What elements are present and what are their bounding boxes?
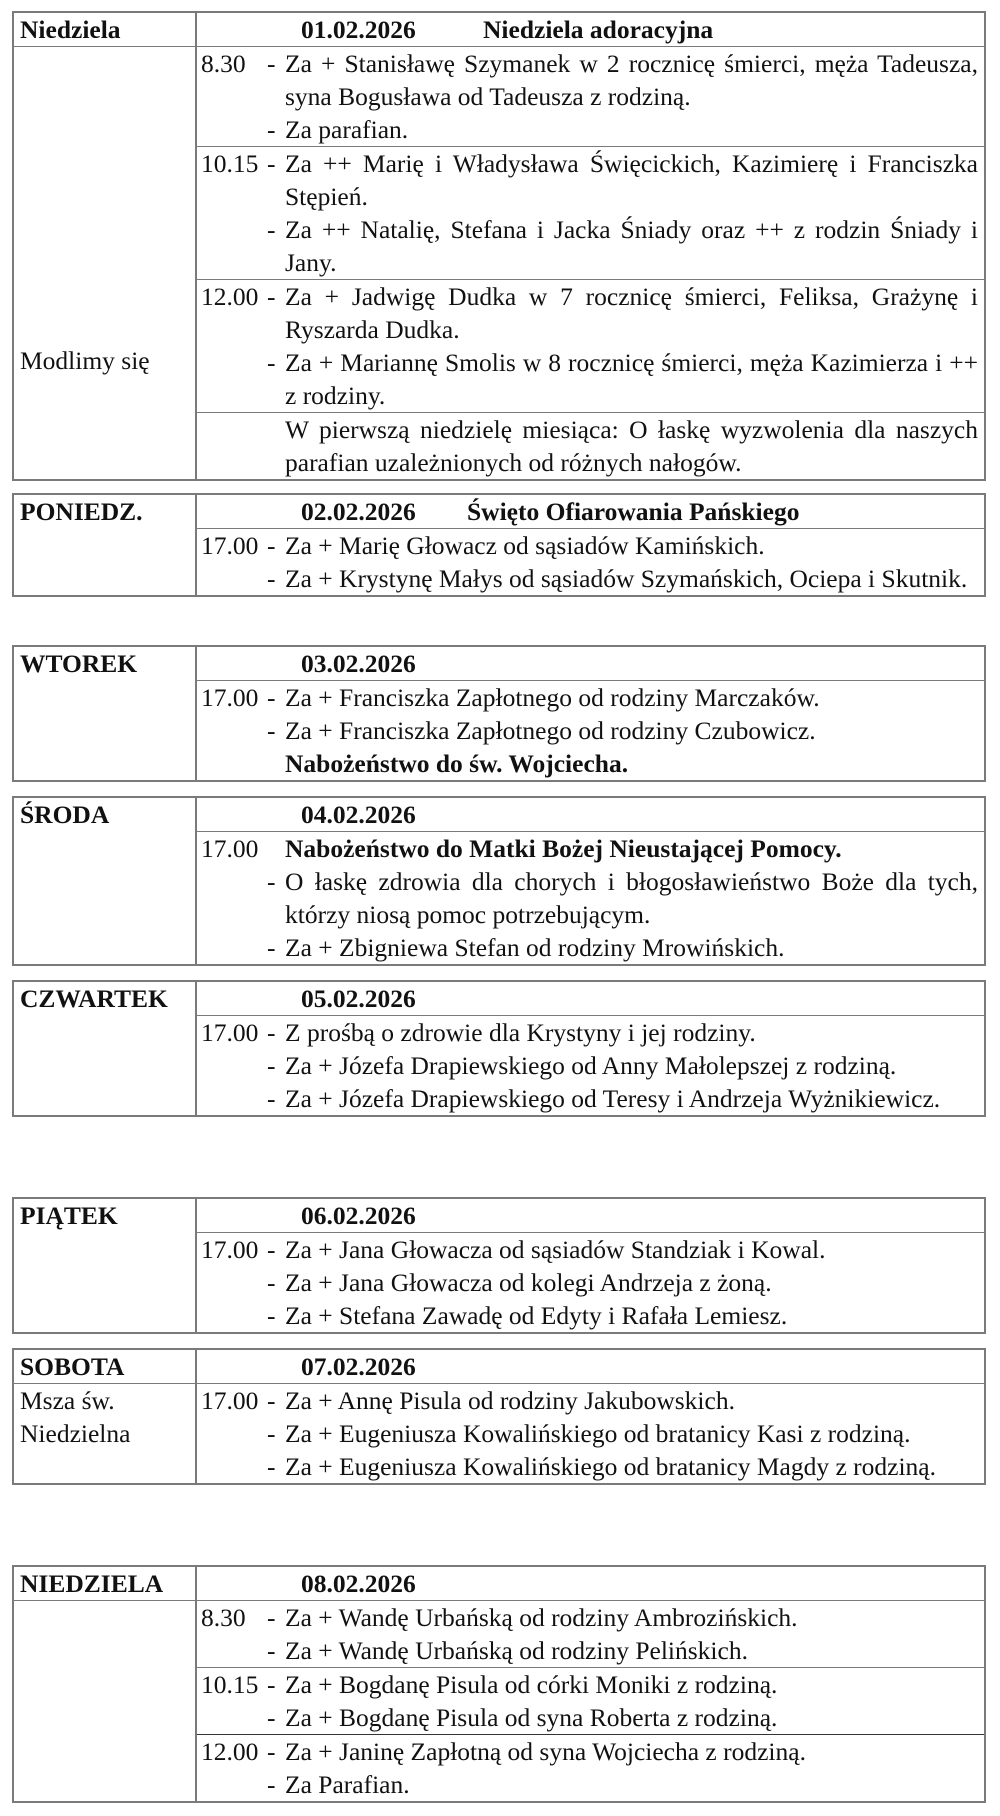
dash: - [267, 1301, 276, 1330]
dash: - [267, 1603, 276, 1632]
day-header [197, 1199, 984, 1233]
intention-text: Z prośbą o zdrowie dla Krystyny i jej rodziny. [285, 1018, 756, 1047]
day-header [197, 1567, 984, 1601]
intention [197, 529, 984, 562]
day-column [14, 495, 197, 595]
mass-slot [197, 1233, 984, 1332]
mass-slot [197, 1384, 984, 1483]
mass-slot [197, 147, 984, 280]
intention [197, 1417, 984, 1450]
mass-time: 10.15 [201, 1670, 259, 1699]
intention-text: Za + Eugeniusza Kowalińskiego od bratanicy Kasi z rodziną. [285, 1419, 911, 1448]
prayer-note-text: W pierwszą niedzielę miesiąca: O łaskę wyzwolenia dla naszych parafian uzależnionych od różnych nałogów. [285, 415, 978, 477]
day-section-thursday [12, 980, 986, 1117]
intention-text: Za + Zbigniewa Stefan od rodziny Mrowińskich. [285, 933, 785, 962]
intention-text: Za + Franciszka Zapłotnego od rodziny Marczaków. [285, 683, 820, 712]
mass-slot [197, 1016, 984, 1115]
dash: - [267, 1051, 276, 1080]
intention-text: Za + Krystynę Małys od sąsiadów Szymańskich, Ociepa i Skutnik. [285, 564, 968, 593]
day-header [197, 13, 984, 47]
intention [197, 1701, 984, 1734]
day-name: NIEDZIELA [14, 1567, 195, 1601]
mass-slot [197, 280, 984, 413]
intention-text: Za + Bogdanę Pisula od córki Moniki z rodziną. [285, 1670, 778, 1699]
dash: - [267, 1737, 276, 1766]
intention-text: Za + Jana Głowacza od sąsiadów Standziak i Kowal. [285, 1235, 826, 1264]
day-header [197, 982, 984, 1016]
content-column [197, 1199, 984, 1332]
day-title: Niedziela adoracyjna [483, 15, 714, 44]
intention-text: Za + Józefa Drapiewskiego od Teresy i Andrzeja Wyżnikiewicz. [285, 1084, 941, 1113]
day-spacer [14, 47, 195, 344]
day-note: Modlimy się [20, 346, 150, 375]
dash: - [267, 1018, 276, 1047]
day-date: 07.02.2026 [301, 1352, 416, 1381]
intention-text: Za + Jadwigę Dudka w 7 rocznicę śmierci, Feliksa, Grażynę i Ryszarda Dudka. [285, 282, 978, 344]
content-column [197, 798, 984, 964]
dash: - [267, 1084, 276, 1113]
intention [197, 346, 984, 412]
day-header [197, 495, 984, 529]
intention-text: Za + Janinę Zapłotną od syna Wojciecha z rodziną. [285, 1737, 806, 1766]
mass-time: 17.00 [201, 683, 259, 712]
intention [197, 1768, 984, 1801]
dash: - [267, 1670, 276, 1699]
intention-text: Za + Annę Pisula od rodziny Jakubowskich. [285, 1386, 735, 1415]
intention [197, 1384, 984, 1417]
content-column [197, 982, 984, 1115]
day-name: CZWARTEK [20, 984, 168, 1013]
mass-slot [197, 529, 984, 595]
mass-time: 17.00 [201, 1386, 259, 1415]
intention-text: Za + Marię Głowacz od sąsiadów Kamińskich. [285, 531, 765, 560]
dash: - [267, 683, 276, 712]
dash: - [267, 215, 276, 244]
intention [197, 213, 984, 279]
intention [197, 1450, 984, 1483]
mass-time: 12.00 [201, 1737, 259, 1766]
intention-text: Za + Mariannę Smolis w 8 rocznicę śmierci, męża Kazimierza i ++ z rodziny. [285, 348, 978, 410]
dash: - [267, 348, 276, 377]
intention-text: Za + Bogdanę Pisula od syna Roberta z rodziną. [285, 1703, 778, 1732]
intention-text: Za + Stefana Zawadę od Edyty i Rafała Lemiesz. [285, 1301, 788, 1330]
intention-text: Za + Wandę Urbańską od rodziny Ambrozińskich. [285, 1603, 798, 1632]
intention-text: O łaskę zdrowia dla chorych i błogosławieństwo Boże dla tych, którzy niosą pomoc potrzebującym. [285, 867, 978, 929]
intention [197, 562, 984, 595]
dash: - [267, 1386, 276, 1415]
day-note-line-2: Niedzielna [20, 1419, 131, 1448]
intention [197, 681, 984, 714]
day-header [197, 1350, 984, 1384]
intention-text: Za + Eugeniusza Kowalińskiego od bratanicy Magdy z rodziną. [285, 1452, 936, 1481]
day-name: ŚRODA [20, 800, 110, 829]
intention-text: Za ++ Natalię, Stefana i Jacka Śniady oraz ++ z rodzin Śniady i Jany. [285, 215, 978, 277]
intention-text: Za + Józefa Drapiewskiego od Anny Małolepszej z rodziną. [285, 1051, 897, 1080]
service-note [197, 832, 984, 865]
service-note-text: Nabożeństwo do św. Wojciecha. [285, 749, 629, 778]
mass-time: 8.30 [201, 49, 246, 78]
dash: - [267, 282, 276, 311]
day-date: 04.02.2026 [301, 800, 416, 829]
day-column [14, 1567, 197, 1801]
mass-time: 17.00 [201, 834, 259, 863]
day-date: 02.02.2026 [301, 497, 416, 526]
dash: - [267, 49, 276, 78]
content-column [197, 647, 984, 780]
day-date: 05.02.2026 [301, 984, 416, 1013]
day-column [14, 1199, 197, 1332]
day-name: WTOREK [20, 649, 138, 678]
mass-slot [197, 832, 984, 964]
content-column [197, 13, 984, 479]
prayer-note-row [197, 413, 984, 479]
intention-text: Za + Jana Głowacza od kolegi Andrzeja z żoną. [285, 1268, 772, 1297]
intention [197, 1266, 984, 1299]
intention [197, 1735, 984, 1768]
dash: - [267, 1703, 276, 1732]
content-column [197, 495, 984, 595]
dash: - [267, 1452, 276, 1481]
intention-text: Za + Wandę Urbańską od rodziny Pelińskich. [285, 1636, 748, 1665]
intention [197, 1634, 984, 1667]
mass-slot [197, 1735, 984, 1801]
day-section-wednesday [12, 796, 986, 966]
day-section-tuesday [12, 645, 986, 782]
day-name: SOBOTA [14, 1350, 195, 1384]
intention [197, 865, 984, 931]
mass-slot [197, 47, 984, 147]
day-title: Święto Ofiarowania Pańskiego [467, 497, 800, 526]
dash: - [267, 716, 276, 745]
day-section-sunday-0802 [12, 1565, 986, 1803]
dash: - [267, 1770, 276, 1799]
mass-time: 17.00 [201, 531, 259, 560]
intention [197, 1082, 984, 1115]
day-date: 08.02.2026 [301, 1569, 416, 1598]
intention-text: Za + Stanisławę Szymanek w 2 rocznicę śmierci, męża Tadeusza, syna Bogusława od Tadeusza z rodziną. [285, 49, 978, 111]
intention [197, 1668, 984, 1701]
day-column [14, 798, 197, 964]
intention [197, 113, 984, 146]
service-note [197, 747, 984, 780]
day-date: 03.02.2026 [301, 649, 416, 678]
day-name: Niedziela [14, 13, 195, 47]
dash: - [267, 1235, 276, 1264]
intention [197, 147, 984, 213]
intention-text: Za parafian. [285, 115, 409, 144]
mass-time: 12.00 [201, 282, 259, 311]
content-column [197, 1350, 984, 1483]
intention-text: Za Parafian. [285, 1770, 410, 1799]
day-column [14, 1350, 197, 1483]
day-date: 01.02.2026 [301, 15, 416, 44]
dash: - [267, 149, 276, 178]
mass-time: 17.00 [201, 1018, 259, 1047]
mass-slot [197, 1601, 984, 1668]
prayer-note [197, 413, 984, 479]
day-section-friday [12, 1197, 986, 1334]
day-name: PONIEDZ. [20, 497, 143, 526]
service-note-text: Nabożeństwo do Matki Bożej Nieustającej Pomocy. [285, 834, 842, 863]
intention [197, 931, 984, 964]
day-name: PIĄTEK [20, 1201, 118, 1230]
dash: - [267, 1636, 276, 1665]
day-section-sunday-0102 [12, 11, 986, 481]
day-date: 06.02.2026 [301, 1201, 416, 1230]
intention [197, 1299, 984, 1332]
intention [197, 1016, 984, 1049]
dash: - [267, 933, 276, 962]
content-column [197, 1567, 984, 1801]
intention [197, 280, 984, 346]
intention [197, 1233, 984, 1266]
intention-text: Za + Franciszka Zapłotnego od rodziny Czubowicz. [285, 716, 816, 745]
dash: - [267, 1268, 276, 1297]
mass-time: 10.15 [201, 149, 259, 178]
mass-time: 8.30 [201, 1603, 246, 1632]
intention [197, 1601, 984, 1634]
day-column [14, 647, 197, 780]
day-column [14, 13, 197, 479]
day-note-line-1: Msza św. [20, 1386, 115, 1415]
dash: - [267, 867, 276, 896]
intention [197, 1049, 984, 1082]
dash: - [267, 531, 276, 560]
intention-text: Za ++ Marię i Władysława Święcickich, Kazimierę i Franciszka Stępień. [285, 149, 978, 211]
day-header [197, 647, 984, 681]
mass-time: 17.00 [201, 1235, 259, 1264]
dash: - [267, 115, 276, 144]
day-header [197, 798, 984, 832]
intention [197, 714, 984, 747]
dash: - [267, 1419, 276, 1448]
mass-slot [197, 1668, 984, 1735]
day-section-monday [12, 493, 986, 597]
day-column [14, 982, 197, 1115]
dash: - [267, 564, 276, 593]
day-section-saturday [12, 1348, 986, 1485]
mass-slot [197, 681, 984, 780]
intention [197, 47, 984, 113]
